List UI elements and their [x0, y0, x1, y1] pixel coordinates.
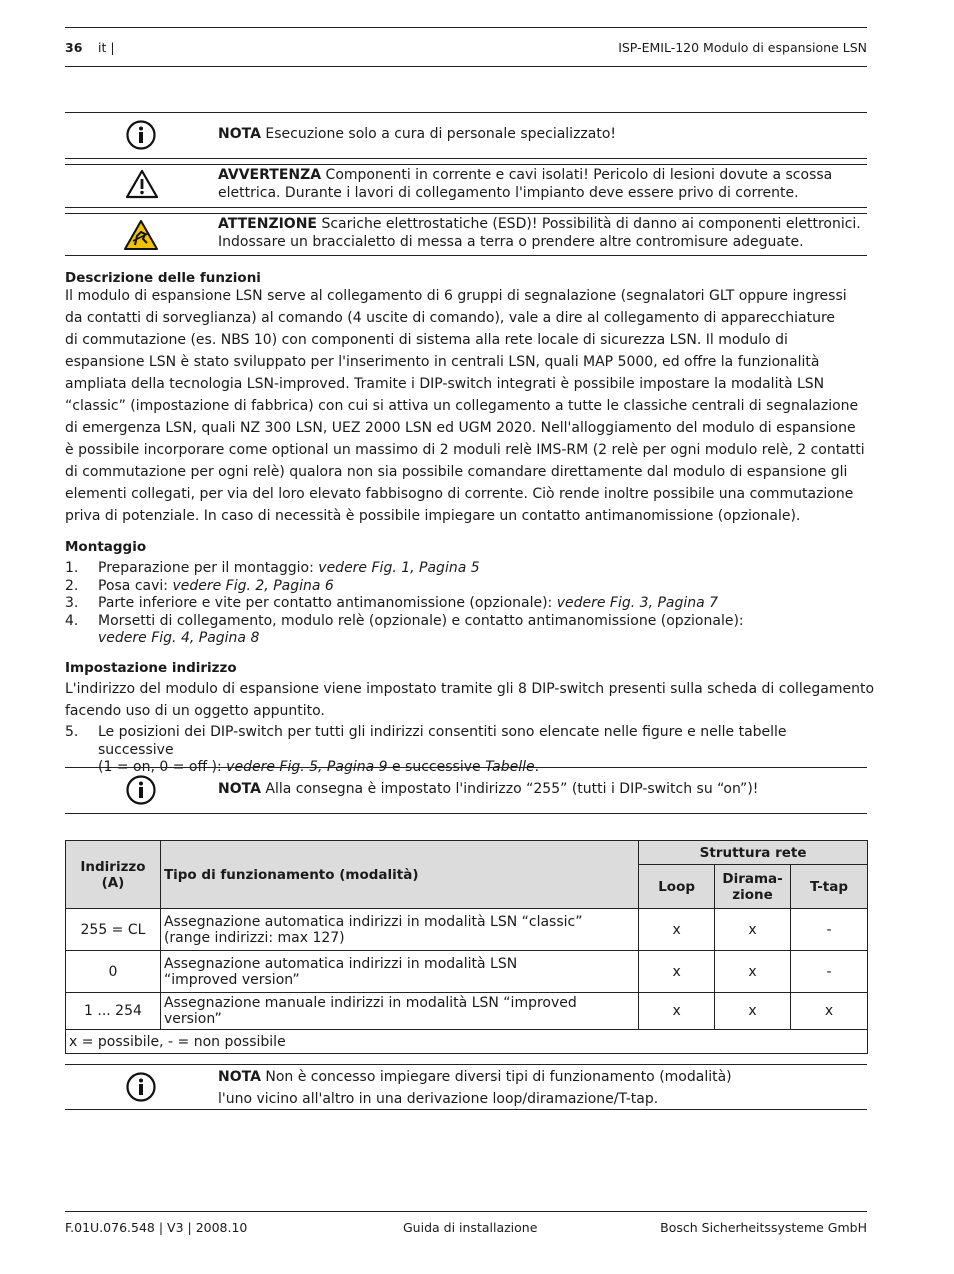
list-item: 1. Preparazione per il montaggio: vedere Fig. 1, Pagina 5 — [65, 560, 480, 576]
notice-rule — [65, 767, 867, 768]
note-label: NOTA — [218, 781, 261, 797]
table-row: 255 = CL Assegnazione automatica indirizzi in modalità LSN “classic” (range indirizzi: max 127) x x - — [66, 909, 868, 951]
language-label: it | — [98, 40, 115, 55]
column-header-ttap: T-tap — [791, 865, 868, 909]
list-item: 4. Morsetti di collegamento, modulo relè (opzionale) e contatto antimanomissione (opzionale): vedere Fig. 4, Pagina 8 — [65, 612, 744, 646]
header-top-rule — [65, 27, 867, 28]
notice-rule — [65, 213, 867, 214]
paragraph-line: di commutazione (es. NBS 10) con componenti di sistema alla rete locale di sicurezza LSN. Il modulo di — [65, 332, 788, 348]
notice-rule — [65, 1064, 867, 1065]
caution-notice — [218, 215, 868, 251]
figure-reference: vedere Fig. 3, Pagina 7 — [556, 595, 719, 611]
warning-label: AVVERTENZA — [218, 167, 322, 183]
header-bottom-rule — [65, 66, 867, 67]
note-specialist — [218, 125, 868, 143]
footer-rule — [65, 1211, 867, 1212]
address-step — [65, 724, 865, 777]
paragraph-line: è possibile incorporare come optional un massimo di 2 moduli relè IMS-RM (2 relè per ogni modulo relè, 2 contatti — [65, 442, 865, 458]
note-text: Esecuzione solo a cura di personale specializzato! — [260, 126, 617, 142]
notice-rule — [65, 255, 867, 256]
list-item: 5. Le posizioni dei DIP-switch per tutti gli indirizzi consentiti sono elencate nelle figure e nelle tabelle successive (1 = on, 0 = off ): vedere Fig. 5, Pagina 9 e successive Tabelle. — [65, 724, 787, 775]
caution-label: ATTENZIONE — [218, 216, 317, 232]
list-item: 2. Posa cavi: vedere Fig. 2, Pagina 6 — [65, 577, 334, 594]
notice-rule — [65, 207, 867, 208]
footer-doc-type: Guida di installazione — [403, 1220, 538, 1235]
paragraph-line: priva di potenziale. In caso di necessità è possibile impiegare un contatto antimanomissione (opzionale). — [65, 508, 801, 524]
paragraph-line: elementi collegati, per via del loro elevato fabbisogno di corrente. Ciò rende inoltre possibile una commutazione — [65, 486, 854, 502]
table-footnote-row — [66, 1030, 868, 1054]
column-header-branch: Dirama-zione — [715, 865, 791, 909]
note-label: NOTA — [218, 1069, 261, 1085]
footer-doc-id: F.01U.076.548 | V3 | 2008.10 — [65, 1220, 248, 1235]
note-mixed-modes — [218, 1066, 868, 1110]
column-group-network: Struttura rete — [639, 841, 868, 865]
column-header-mode: Tipo di funzionamento (modalità) — [160, 841, 638, 909]
notice-rule — [65, 158, 867, 159]
note-text-line2: l'uno vicino all'altro in una derivazione loop/diramazione/T-tap. — [218, 1091, 659, 1107]
paragraph-line: “classic” (impostazione di fabbrica) con cui si attiva un collegamento a tutte le classiche centrali di segnalazione — [65, 398, 859, 414]
figure-reference: vedere Fig. 2, Pagina 6 — [172, 577, 334, 594]
functions-heading: Descrizione delle funzioni — [65, 270, 261, 286]
warning-notice — [218, 166, 868, 202]
paragraph-line: di commutazione per ogni relè) qualora non sia possibile comandare direttamente dal modulo di espansione gli — [65, 464, 848, 480]
paragraph-line: ampliata della tecnologia LSN-improved. Tramite i DIP-switch integrati è possibile impostare la modalità LSN — [65, 376, 825, 392]
address-heading: Impostazione indirizzo — [65, 660, 237, 676]
paragraph-line: di emergenza LSN, quali NZ 300 LSN, UEZ 2000 LSN ed UGM 2020. Nell'alloggiamento del modulo di espansione — [65, 420, 856, 436]
page-number: 36 — [65, 40, 83, 55]
list-item: 3. Parte inferiore e vite per contatto antimanomissione (opzionale): vedere Fig. 3, Pagina 7 — [65, 595, 719, 611]
mounting-heading: Montaggio — [65, 539, 147, 555]
info-icon — [126, 120, 156, 154]
paragraph-line: da contatti di sorveglianza) al comando (4 uscite di comando), vale a dire al collegamento di apparecchiature — [65, 310, 836, 326]
notice-rule — [65, 164, 867, 165]
figure-reference: vedere Fig. 1, Pagina 5 — [318, 560, 480, 576]
column-header-address: Indirizzo (A) — [66, 841, 161, 909]
table-footnote: x = possibile, - = non possibile — [66, 1030, 868, 1054]
note-label: NOTA — [218, 126, 261, 142]
notice-rule — [65, 112, 867, 113]
esd-icon — [123, 219, 159, 255]
figure-reference: vedere Fig. 4, Pagina 8 — [98, 630, 260, 646]
warning-icon — [125, 169, 159, 203]
note-default-address — [218, 780, 868, 798]
paragraph-line: Il modulo di espansione LSN serve al collegamento di 6 gruppi di segnalazione (segnalatori GLT oppure ingressi — [65, 288, 847, 304]
address-paragraph: L'indirizzo del modulo di espansione viene impostato tramite gli 8 DIP-switch presenti sulla scheda di collegamento facendo uso di un oggetto appuntito. — [65, 681, 875, 719]
mounting-steps — [65, 560, 865, 648]
column-header-loop: Loop — [639, 865, 715, 909]
info-icon — [126, 775, 156, 809]
address-mode-table — [65, 840, 868, 1054]
footer-company: Bosch Sicherheitssysteme GmbH — [660, 1220, 867, 1235]
figure-reference: vedere Fig. 5, Pagina 9 — [226, 759, 388, 775]
paragraph-line: espansione LSN è stato sviluppato per l'inserimento in centrali LSN, quali MAP 5000, ed offre la funzionalità — [65, 354, 820, 370]
notice-rule — [65, 1109, 867, 1110]
functions-paragraph — [65, 285, 875, 527]
table-reference: Tabelle — [485, 759, 535, 775]
table-row: 0 Assegnazione automatica indirizzi in modalità LSN “improved version” x x - — [66, 951, 868, 993]
info-icon — [126, 1072, 156, 1106]
caution-text: Scariche elettrostatiche (ESD)! Possibilità di danno ai componenti elettronici. Indossare un braccialetto di messa a terra o prendere altre contromisure adeguate. — [218, 216, 861, 250]
warning-text: Componenti in corrente e cavi isolati! Pericolo di lesioni dovute a scossa elettrica. Durante i lavori di collegamento l'impianto deve essere privo di corrente. — [218, 167, 833, 201]
note-text: Alla consegna è impostato l'indirizzo “255” (tutti i DIP-switch su “on”)! — [260, 781, 759, 797]
notice-rule — [65, 813, 867, 814]
doc-title: ISP-EMIL-120 Modulo di espansione LSN — [618, 40, 867, 55]
note-text: Non è concesso impiegare diversi tipi di funzionamento (modalità) — [260, 1069, 732, 1085]
table-row: 1 ... 254 Assegnazione manuale indirizzi in modalità LSN “improved version” x x x — [66, 993, 868, 1030]
